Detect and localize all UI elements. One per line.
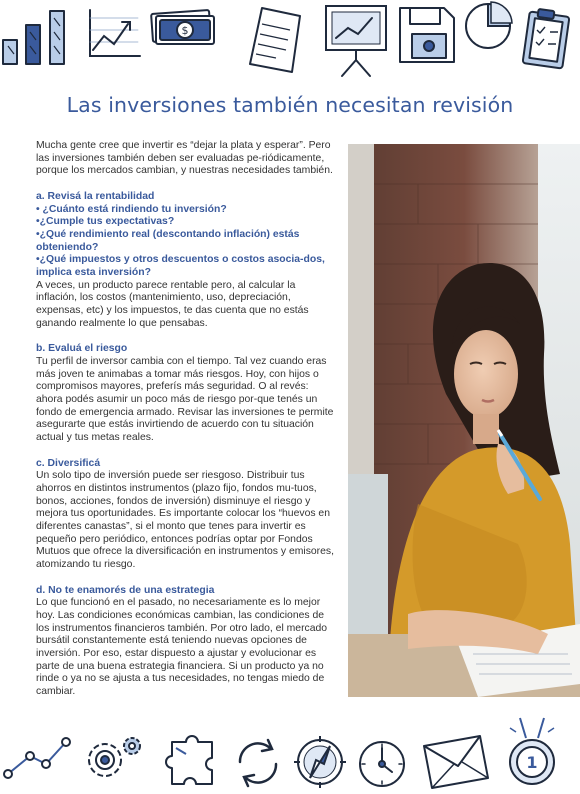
- document-icon: [250, 8, 300, 72]
- puzzle-piece-icon: [166, 736, 212, 784]
- header-icon-strip: [0, 0, 580, 80]
- svg-text:$: $: [181, 24, 189, 37]
- medal-number: 1: [526, 753, 538, 772]
- bar-chart-icon: [3, 11, 64, 64]
- intro-paragraph: Mucha gente cree que invertir es “dejar la plata y esperar”. Pero las inversiones también deben ser evaluadas pe-riódicamente, porque los mercados cambian, y nuestras necesidades también.: [36, 140, 333, 177]
- question-item: •¿Cumple tus expectativas?: [36, 216, 175, 228]
- section-b-heading: b. Evaluá el riesgo: [36, 343, 128, 355]
- section-b-body: Tu perfil de inversor cambia con el tiempo. Tal vez cuando eras más joven te animabas a tomar más riesgos. Hoy, con hijos o compromisos mayores, preferís más seguridad. O al revés: ahora podés asumir un poco más de riesgo por-que tenés un fondo de emergencia armado. Revisar las inversiones te permite asegurarte que estás invirtiendo de acuerdo con tu situación actual y tus metas reales.: [36, 355, 334, 444]
- woman-thinking-photo: [348, 144, 580, 697]
- medal-icon: [510, 718, 554, 784]
- section-c-body: Un solo tipo de inversión puede ser riesgoso. Distribuir tus ahorros en distintos instrumentos (plazo fijo, fondos mu-tuos, bonos, acciones, fondos de inversión) disminuye el riesgo y mejora tus oportunidades. Es importante colocar los “huevos en diferentes canastas”, si el monto que tenes para invertir es pequeño pero periódico, entonces podrías optar por Fondos Mutuos que ofrece la diversificación en instrumentos y emisores, atomizando tu riesgo.: [36, 470, 335, 571]
- article-body: [36, 140, 338, 699]
- section-d-heading: d. No te enamorés de una estrategia: [36, 584, 215, 596]
- section-c-heading: c. Diversificá: [36, 457, 101, 469]
- section-a-heading: a. Revisá la rentabilidad: [36, 190, 155, 202]
- page-title: Las inversiones también necesitan revisión: [66, 93, 514, 117]
- question-item: • ¿Cuánto está rindiendo tu inversión?: [36, 203, 227, 215]
- clipboard-icon: [523, 9, 570, 69]
- question-item: •¿Qué rendimiento real (descontando inflación) estás obteniendo?: [36, 228, 300, 253]
- envelope-icon: [424, 736, 488, 788]
- question-item: •¿Qué impuestos y otros descuentos o costos asocia-dos, implica esta inversión?: [36, 254, 325, 279]
- line-chart-icon: [90, 10, 140, 56]
- line-graph-icon: [4, 738, 70, 778]
- presentation-board-icon: [326, 6, 386, 76]
- gears-icon: [89, 738, 140, 776]
- section-a-body: A veces, un producto parece rentable pero, al calcular la inflación, los costos (mantenimiento, uso, depreciación, expensas, etc) y los impuestos, te das cuenta que no estás ganando realmente lo que pensabas.: [36, 279, 309, 329]
- refresh-icon: [240, 740, 276, 786]
- pie-chart-icon: [466, 2, 512, 48]
- money-icon: [151, 10, 214, 44]
- compass-icon: [294, 736, 346, 788]
- section-d-body: Lo que funcionó en el pasado, no necesariamente es lo mejor hoy. Las condiciones económicas cambian, las condiciones de los instrumentos financieros también. Por otro lado, el mercado bursátil constantemente está teniendo nuevas opciones de inversión. Por eso, estar dispuesto a ajustar y evolucionar es parte de una buena estrategia financiera. Si un producto ya no rinde o ya no se ajusta a tus necesidades, no tengas miedo de cambiar.: [36, 597, 328, 698]
- floppy-disk-icon: [400, 8, 454, 62]
- footer-icon-strip: [0, 714, 580, 794]
- clock-icon: [360, 742, 404, 786]
